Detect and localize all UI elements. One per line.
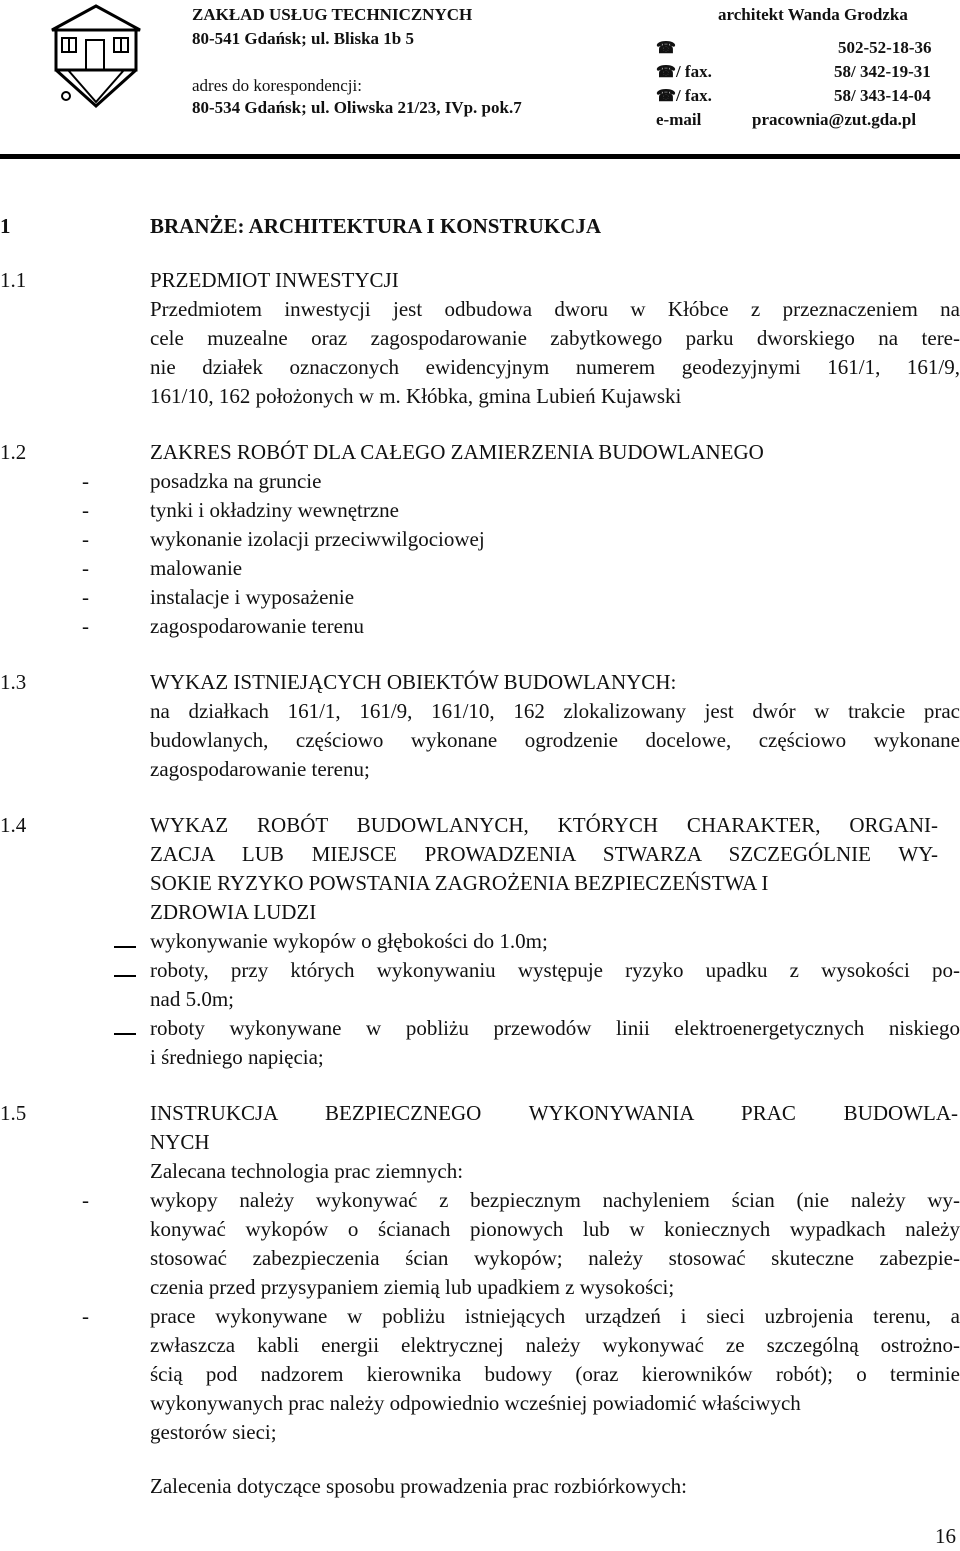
paragraph-line: Zalecenia dotyczące sposobu prowadzenia prac rozbiórkowych: bbox=[150, 1474, 688, 1498]
list-dash: - bbox=[82, 469, 89, 493]
list-item: instalacje i wyposażenie bbox=[150, 585, 355, 609]
list-item: zwłaszcza kabli energii elektrycznej należy wykonywać ze szczególną ostrożno- bbox=[150, 1333, 960, 1357]
list-bullet bbox=[114, 975, 136, 977]
list-item: nad 5.0m; bbox=[150, 987, 234, 1011]
subsection-number: 1.4 bbox=[0, 813, 27, 837]
fax2-label: ☎/ fax. bbox=[656, 86, 712, 105]
phone-label bbox=[656, 38, 676, 59]
list-dash: - bbox=[82, 556, 89, 580]
list-item: roboty wykonywane w pobliżu przewodów linii elektroenergetycznych niskiego bbox=[150, 1016, 960, 1040]
company-address: 80-541 Gdańsk; ul. Bliska 1b 5 bbox=[192, 29, 415, 48]
paragraph-line: budowlanych, częściowo wykonane ogrodzenie docelowe, częściowo wykonane bbox=[150, 728, 960, 752]
fax1-label: ☎/ fax. bbox=[656, 62, 712, 81]
list-item: konywać wykopów o ścianach pionowych lub w koniecznych wypadkach należy bbox=[150, 1217, 960, 1241]
paragraph-line: 161/10, 162 położonych w m. Kłóbka, gmina Lubień Kujawski bbox=[150, 384, 682, 408]
fax2-number: 58/ 343-14-04 bbox=[834, 86, 931, 105]
list-dash: - bbox=[82, 1188, 89, 1212]
list-item: stosować zabezpieczenia ścian wykopów; należy stosować skuteczne zabezpie- bbox=[150, 1246, 960, 1270]
header-divider bbox=[0, 154, 960, 159]
subsection-number: 1.2 bbox=[0, 440, 27, 464]
list-dash: - bbox=[82, 1304, 89, 1328]
section-title: BRANŻE: ARCHITEKTURA I KONSTRUKCJA bbox=[150, 214, 601, 238]
phone-icon: ☎ bbox=[656, 88, 676, 105]
subsection-title: ZAKRES ROBÓT DLA CAŁEGO ZAMIERZENIA BUDOWLANEGO bbox=[150, 440, 764, 464]
list-item: prace wykonywane w pobliżu istniejących urządzeń i sieci uzbrojenia terenu, a bbox=[150, 1304, 960, 1328]
list-item: i średniego napięcia; bbox=[150, 1045, 324, 1069]
phone-icon: ☎ bbox=[656, 40, 676, 57]
paragraph-line: cele muzealne oraz zagospodarowanie zabytkowego parku dworskiego na tere- bbox=[150, 326, 960, 350]
list-item: czenia przed przysypaniem ziemią lub upadkiem z wysokości; bbox=[150, 1275, 675, 1299]
subsection-title: NYCH bbox=[150, 1130, 210, 1154]
subsection-title: ZDROWIA LUDZI bbox=[150, 900, 317, 924]
list-item: ścią pod nadzorem kierownika budowy (oraz kierowników robót); o terminie bbox=[150, 1362, 960, 1386]
page-number: 16 bbox=[935, 1524, 956, 1548]
list-dash: - bbox=[82, 498, 89, 522]
subsection-number: 1.1 bbox=[0, 268, 27, 292]
list-item: wykonanie izolacji przeciwwilgociowej bbox=[150, 527, 485, 551]
company-logo bbox=[48, 2, 144, 110]
subsection-title: INSTRUKCJA BEZPIECZNEGO WYKONYWANIA PRAC BUDOWLA- bbox=[150, 1101, 958, 1125]
phone-icon: ☎ bbox=[656, 64, 676, 81]
email-label: e-mail bbox=[656, 110, 702, 129]
list-dash: - bbox=[82, 585, 89, 609]
subsection-title: WYKAZ ROBÓT BUDOWLANYCH, KTÓRYCH CHARAKTER, ORGANI- bbox=[150, 813, 938, 837]
paragraph-line: na działkach 161/1, 161/9, 161/10, 162 zlokalizowany jest dwór w trakcie prac bbox=[150, 699, 960, 723]
house-logo-icon bbox=[48, 2, 144, 110]
subsection-title: ZACJA LUB MIEJSCE PROWADZENIA STWARZA SZCZEGÓLNIE WY- bbox=[150, 842, 938, 866]
list-item: gestorów sieci; bbox=[150, 1420, 277, 1444]
list-bullet bbox=[114, 1033, 136, 1035]
list-item: posadzka na gruncie bbox=[150, 469, 322, 493]
list-dash: - bbox=[82, 527, 89, 551]
list-item: roboty, przy których wykonywaniu występuje ryzyko upadku z wysokości po- bbox=[150, 958, 960, 982]
list-bullet bbox=[114, 946, 136, 948]
list-item: wykopy należy wykonywać z bezpiecznym nachyleniem ścian (nie należy wy- bbox=[150, 1188, 960, 1212]
paragraph-line: nie działek oznaczonych ewidencyjnym numerem geodezyjnymi 161/1, 161/9, bbox=[150, 355, 960, 379]
fax1-number: 58/ 342-19-31 bbox=[834, 62, 931, 81]
phone-number: 502-52-18-36 bbox=[838, 38, 932, 57]
list-item: wykonywanie wykopów o głębokości do 1.0m; bbox=[150, 929, 548, 953]
correspondence-label: adres do korespondencji: bbox=[192, 76, 362, 95]
paragraph-line: Przedmiotem inwestycji jest odbudowa dworu w Kłóbce z przeznaczeniem na bbox=[150, 297, 960, 321]
paragraph-line: zagospodarowanie terenu; bbox=[150, 757, 370, 781]
company-name: ZAKŁAD USŁUG TECHNICZNYCH bbox=[192, 5, 473, 24]
list-item: tynki i okładziny wewnętrzne bbox=[150, 498, 400, 522]
subsection-number: 1.5 bbox=[0, 1101, 27, 1125]
list-item: wykonywanych prac należy odpowiednio wcześniej powiadomić właściwych bbox=[150, 1391, 801, 1415]
subsection-number: 1.3 bbox=[0, 670, 27, 694]
subsection-title: SOKIE RYZYKO POWSTANIA ZAGROŻENIA BEZPIECZEŃSTWA I bbox=[150, 871, 769, 895]
list-dash: - bbox=[82, 614, 89, 638]
subsection-subtitle: Zalecana technologia prac ziemnych: bbox=[150, 1159, 464, 1183]
architect-name: architekt Wanda Grodzka bbox=[718, 5, 908, 24]
list-item: malowanie bbox=[150, 556, 243, 580]
subsection-title: PRZEDMIOT INWESTYCJI bbox=[150, 268, 399, 292]
email-address[interactable]: pracownia@zut.gda.pl bbox=[752, 110, 917, 129]
correspondence-address: 80-534 Gdańsk; ul. Oliwska 21/23, IVp. pok.7 bbox=[192, 98, 522, 117]
subsection-title: WYKAZ ISTNIEJĄCYCH OBIEKTÓW BUDOWLANYCH: bbox=[150, 670, 677, 694]
section-number: 1 bbox=[0, 214, 11, 238]
list-item: zagospodarowanie terenu bbox=[150, 614, 364, 638]
